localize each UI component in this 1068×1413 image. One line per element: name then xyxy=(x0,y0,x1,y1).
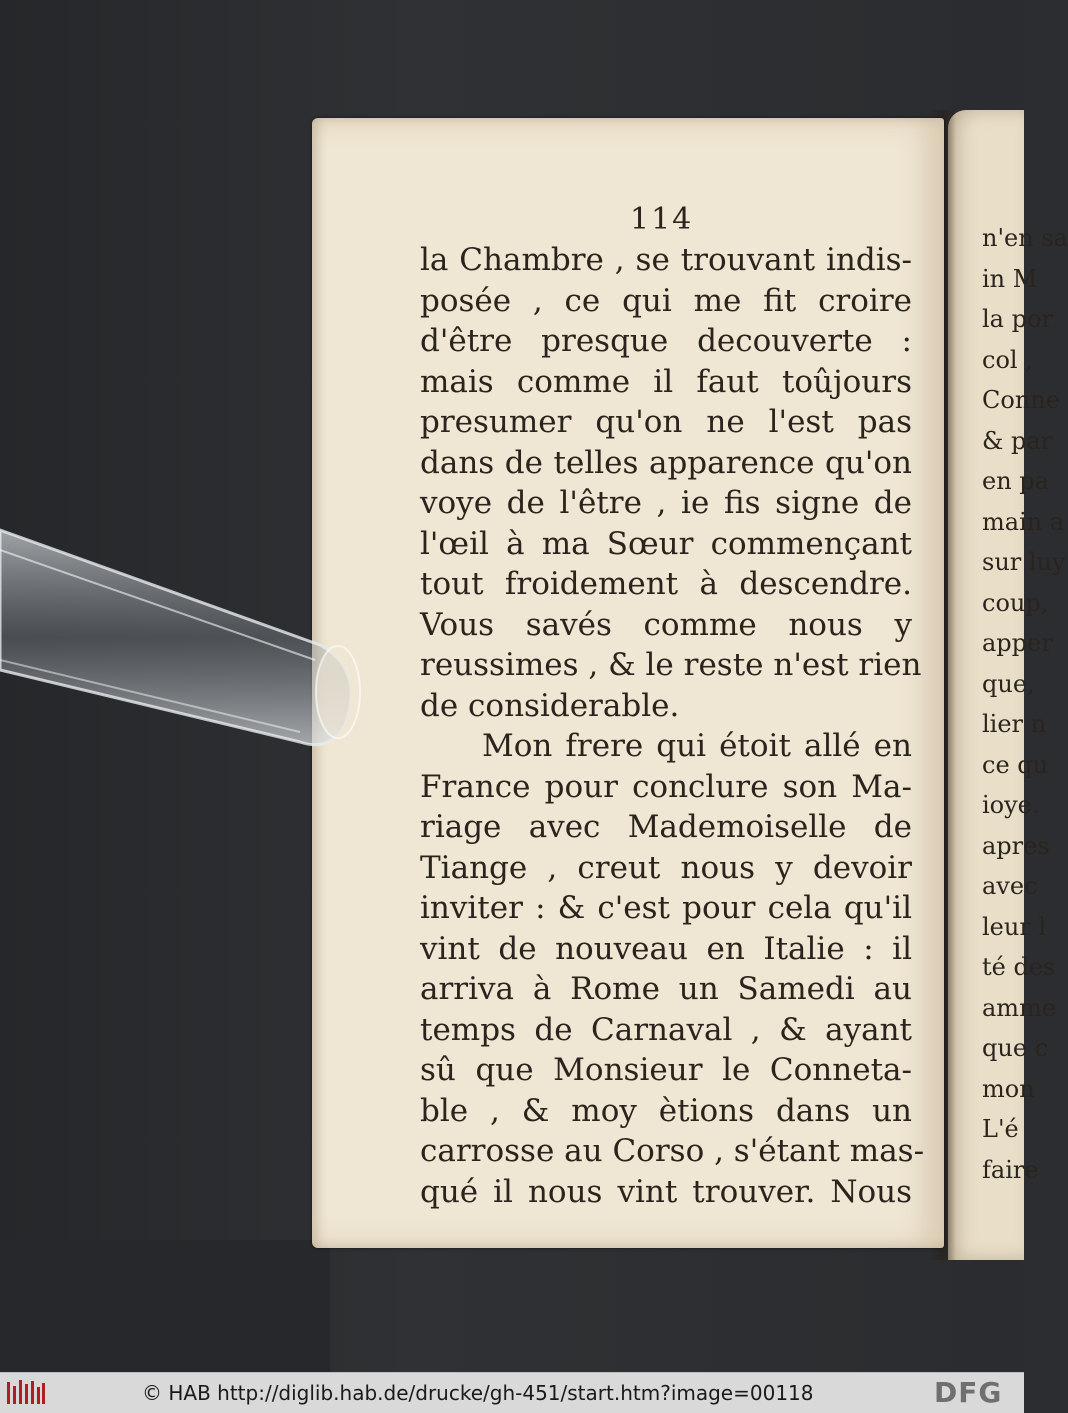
text-line: Vous savés comme nous y xyxy=(420,606,912,643)
text-line: France pour conclure son Ma- xyxy=(420,768,912,805)
text-line: presumer qu'on ne l'est pas xyxy=(420,404,912,440)
text-line: d'être presque decouverte : xyxy=(420,323,912,359)
text-line: Tiange , creut nous y devoir xyxy=(420,849,912,886)
footer-bar xyxy=(0,1372,1024,1413)
page-number: 114 xyxy=(630,202,694,237)
text-line: carrosse au Corso , s'étant mas- xyxy=(420,1133,925,1169)
text-line: vint de nouveau en Italie : il xyxy=(420,930,912,967)
facing-text-fragment: la por xyxy=(982,305,1053,333)
facing-text-fragment: sur luy xyxy=(982,548,1066,576)
facing-text-fragment: col , xyxy=(982,345,1033,374)
text-line: mais comme il faut toûjours xyxy=(420,363,912,400)
facing-text-fragment: main a xyxy=(982,507,1065,536)
facing-text-fragment: té des xyxy=(982,953,1056,981)
text-line: voye de l'être , ie fis signe de xyxy=(420,485,912,521)
text-line: inviter : & c'est pour cela qu'il xyxy=(420,890,912,926)
facing-text-fragment: Conne xyxy=(982,386,1060,414)
text-line: tout froidement à descendre. xyxy=(420,566,912,602)
facing-text-fragment: & par xyxy=(982,426,1053,455)
facing-text-fragment: apper xyxy=(982,629,1053,657)
facing-text-fragment: faire xyxy=(982,1155,1039,1184)
facing-text-fragment: L'é xyxy=(982,1115,1019,1143)
text-line: de considerable. xyxy=(420,687,680,724)
facing-text-fragment: ce qu xyxy=(982,750,1049,779)
facing-page xyxy=(948,110,1068,1260)
source-link[interactable]: © HAB http://diglib.hab.de/drucke/gh-451/start.htm?image=00118 xyxy=(142,1381,814,1405)
facing-text-fragment: amme xyxy=(982,993,1057,1022)
dfg-logo: DFG xyxy=(934,1376,1003,1409)
text-line: posée , ce qui me fit croire xyxy=(420,282,912,319)
facing-text-fragment: n'en sa xyxy=(982,224,1068,252)
facing-text-fragment: que, xyxy=(982,669,1035,698)
text-line: riage avec Mademoiselle de xyxy=(420,809,912,845)
facing-text-fragment: ioye. xyxy=(982,791,1040,819)
text-line: dans de telles apparence qu'on xyxy=(420,444,912,481)
text-line: qué il nous vint trouver. Nous xyxy=(420,1173,912,1210)
facing-text-fragment: avec xyxy=(982,872,1038,900)
text-line: l'œil à ma Sœur commençant xyxy=(420,525,912,562)
text-line: reussimes , & le reste n'est rien xyxy=(420,647,922,683)
facing-text-fragment: mon xyxy=(982,1074,1035,1103)
text-line: ble , & moy ètions dans un xyxy=(420,1092,912,1129)
text-line: Mon frere qui étoit allé en xyxy=(482,728,912,764)
text-line: temps de Carnaval , & ayant xyxy=(420,1011,912,1048)
facing-text-fragment: lier n xyxy=(982,710,1047,738)
text-line: sû que Monsieur le Conneta- xyxy=(420,1052,912,1088)
facing-text-fragment: leur l xyxy=(982,912,1047,941)
text-line: arriva à Rome un Samedi au xyxy=(420,971,912,1007)
facing-text-fragment: coup, xyxy=(982,588,1049,617)
glass-page-weight xyxy=(0,520,380,780)
facing-text-fragment: apres xyxy=(982,831,1050,860)
facing-text-fragment: en pa xyxy=(982,467,1049,495)
hab-logo-icon xyxy=(6,1379,46,1407)
facing-text-fragment: que c xyxy=(982,1034,1049,1062)
book-board-edge xyxy=(0,1240,330,1372)
page-text xyxy=(420,240,925,1212)
text-line: la Chambre , se trouvant indis- xyxy=(420,242,912,278)
facing-text-fragment: in M xyxy=(982,264,1038,293)
